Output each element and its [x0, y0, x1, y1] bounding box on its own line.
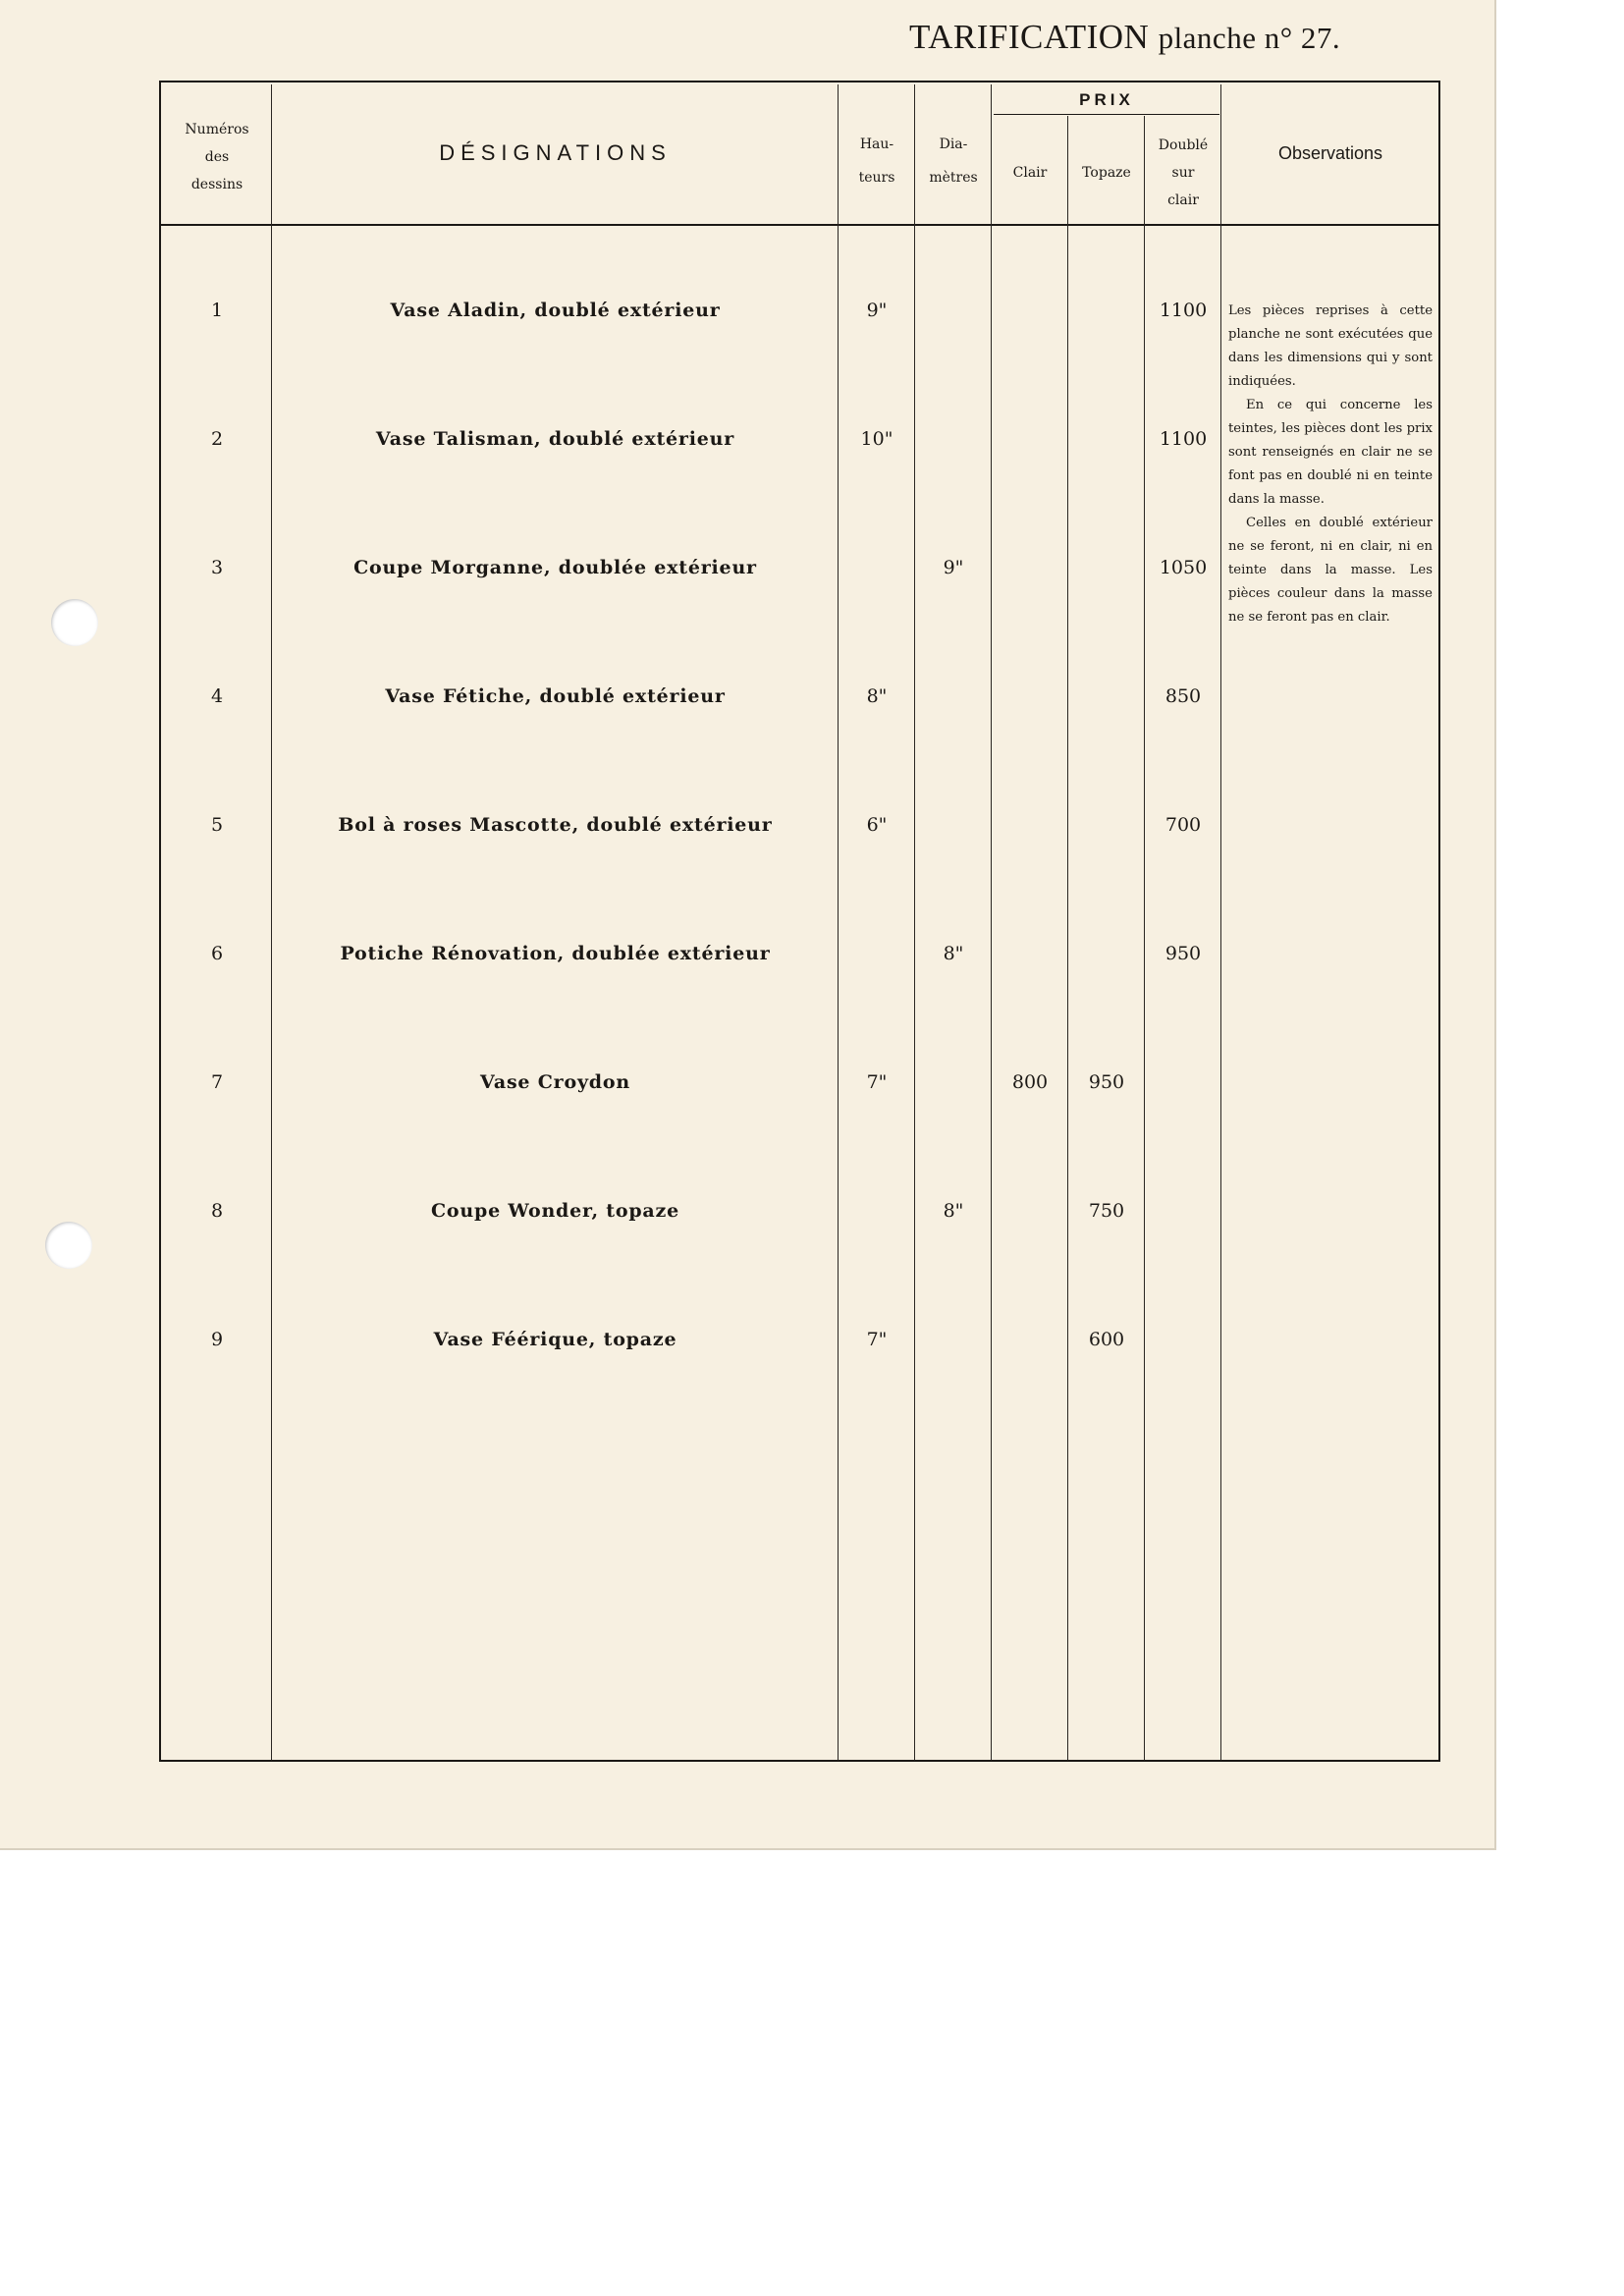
cell-designation: Coupe Wonder, topaze	[430, 1200, 680, 1222]
cell-hauteur: 10"	[860, 428, 893, 450]
cell-num: 1	[210, 300, 224, 321]
observation-paragraph: Celles en doublé extérieur ne se feront, ni en clair, ni en teinte dans la masse. Les pièces couleur dans la masse ne se feront pas en clair.	[1228, 516, 1433, 625]
header-clair: Clair	[1012, 165, 1048, 181]
cell-num: 3	[210, 557, 224, 578]
cell-designation: Bol à roses Mascotte, doublé extérieur	[338, 814, 773, 836]
observation-paragraph: En ce qui concerne les teintes, les pièces dont les prix sont renseignés en clair ne se font pas en doublé ni en teinte dans la masse.	[1228, 398, 1433, 507]
cell-designation: Vase Croydon	[480, 1071, 630, 1093]
cell-hauteur: 6"	[866, 814, 888, 836]
cell-double: 1100	[1159, 428, 1208, 450]
cell-double: 950	[1164, 943, 1202, 964]
header-hauteurs: Hau- teurs	[858, 137, 895, 186]
cell-double: 1100	[1159, 300, 1208, 321]
cell-clair: 800	[1011, 1071, 1049, 1093]
cell-hauteur: 9"	[866, 300, 888, 321]
header-prix: PRIX	[1079, 90, 1134, 109]
header-observations: Observations	[1277, 143, 1383, 163]
header-topaze: Topaze	[1082, 165, 1131, 181]
binder-hole-top	[51, 599, 98, 646]
cell-double: 1050	[1159, 557, 1208, 578]
col-sep-designations	[838, 84, 839, 1760]
col-sep-topaze	[1144, 116, 1145, 1760]
header-double-sur-clair: Doublé sur clair	[1158, 137, 1209, 208]
observations-note	[1228, 300, 1433, 629]
cell-designation: Coupe Morganne, doublée extérieur	[353, 557, 757, 578]
page-title	[909, 18, 1340, 57]
header-numeros: Numéros des dessins	[185, 122, 249, 192]
cell-designation: Vase Fétiche, doublé extérieur	[385, 685, 726, 707]
cell-designation: Vase Talisman, doublé extérieur	[375, 428, 735, 450]
cell-num: 8	[210, 1200, 224, 1222]
col-sep-diametres	[991, 84, 992, 1760]
col-sep-clair	[1067, 116, 1068, 1760]
col-sep-hauteurs	[914, 84, 915, 1760]
cell-diametre: 8"	[943, 1200, 964, 1222]
binder-hole-bottom	[45, 1222, 92, 1269]
cell-double: 850	[1164, 685, 1202, 707]
cell-num: 6	[210, 943, 224, 964]
cell-num: 7	[210, 1071, 224, 1093]
title-main: TARIFICATION	[909, 18, 1150, 56]
cell-hauteur: 7"	[866, 1071, 888, 1093]
cell-designation: Vase Aladin, doublé extérieur	[390, 300, 721, 321]
cell-double: 700	[1164, 814, 1202, 836]
observation-paragraph: Les pièces reprises à cette planche ne sont exécutées que dans les dimensions qui y sont indiquées.	[1228, 303, 1433, 389]
cell-topaze: 950	[1088, 1071, 1125, 1093]
cell-diametre: 9"	[943, 557, 964, 578]
prix-rule	[994, 114, 1219, 115]
cell-diametre: 8"	[943, 943, 964, 964]
cell-topaze: 750	[1088, 1200, 1125, 1222]
cell-hauteur: 7"	[866, 1329, 888, 1350]
col-sep-double	[1220, 84, 1221, 1760]
cell-designation: Potiche Rénovation, doublée extérieur	[340, 943, 771, 964]
header-rule	[161, 224, 1438, 226]
cell-num: 9	[210, 1329, 224, 1350]
cell-topaze: 600	[1088, 1329, 1125, 1350]
title-plate-number: planche n° 27.	[1158, 21, 1341, 55]
header-designations: DÉSIGNATIONS	[439, 140, 672, 165]
cell-hauteur: 8"	[866, 685, 888, 707]
cell-num: 5	[210, 814, 224, 836]
cell-num: 4	[210, 685, 224, 707]
cell-num: 2	[210, 428, 224, 450]
header-diametres: Dia- mètres	[929, 137, 978, 186]
cell-designation: Vase Féérique, topaze	[433, 1329, 677, 1350]
col-sep-numeros	[271, 84, 272, 1760]
